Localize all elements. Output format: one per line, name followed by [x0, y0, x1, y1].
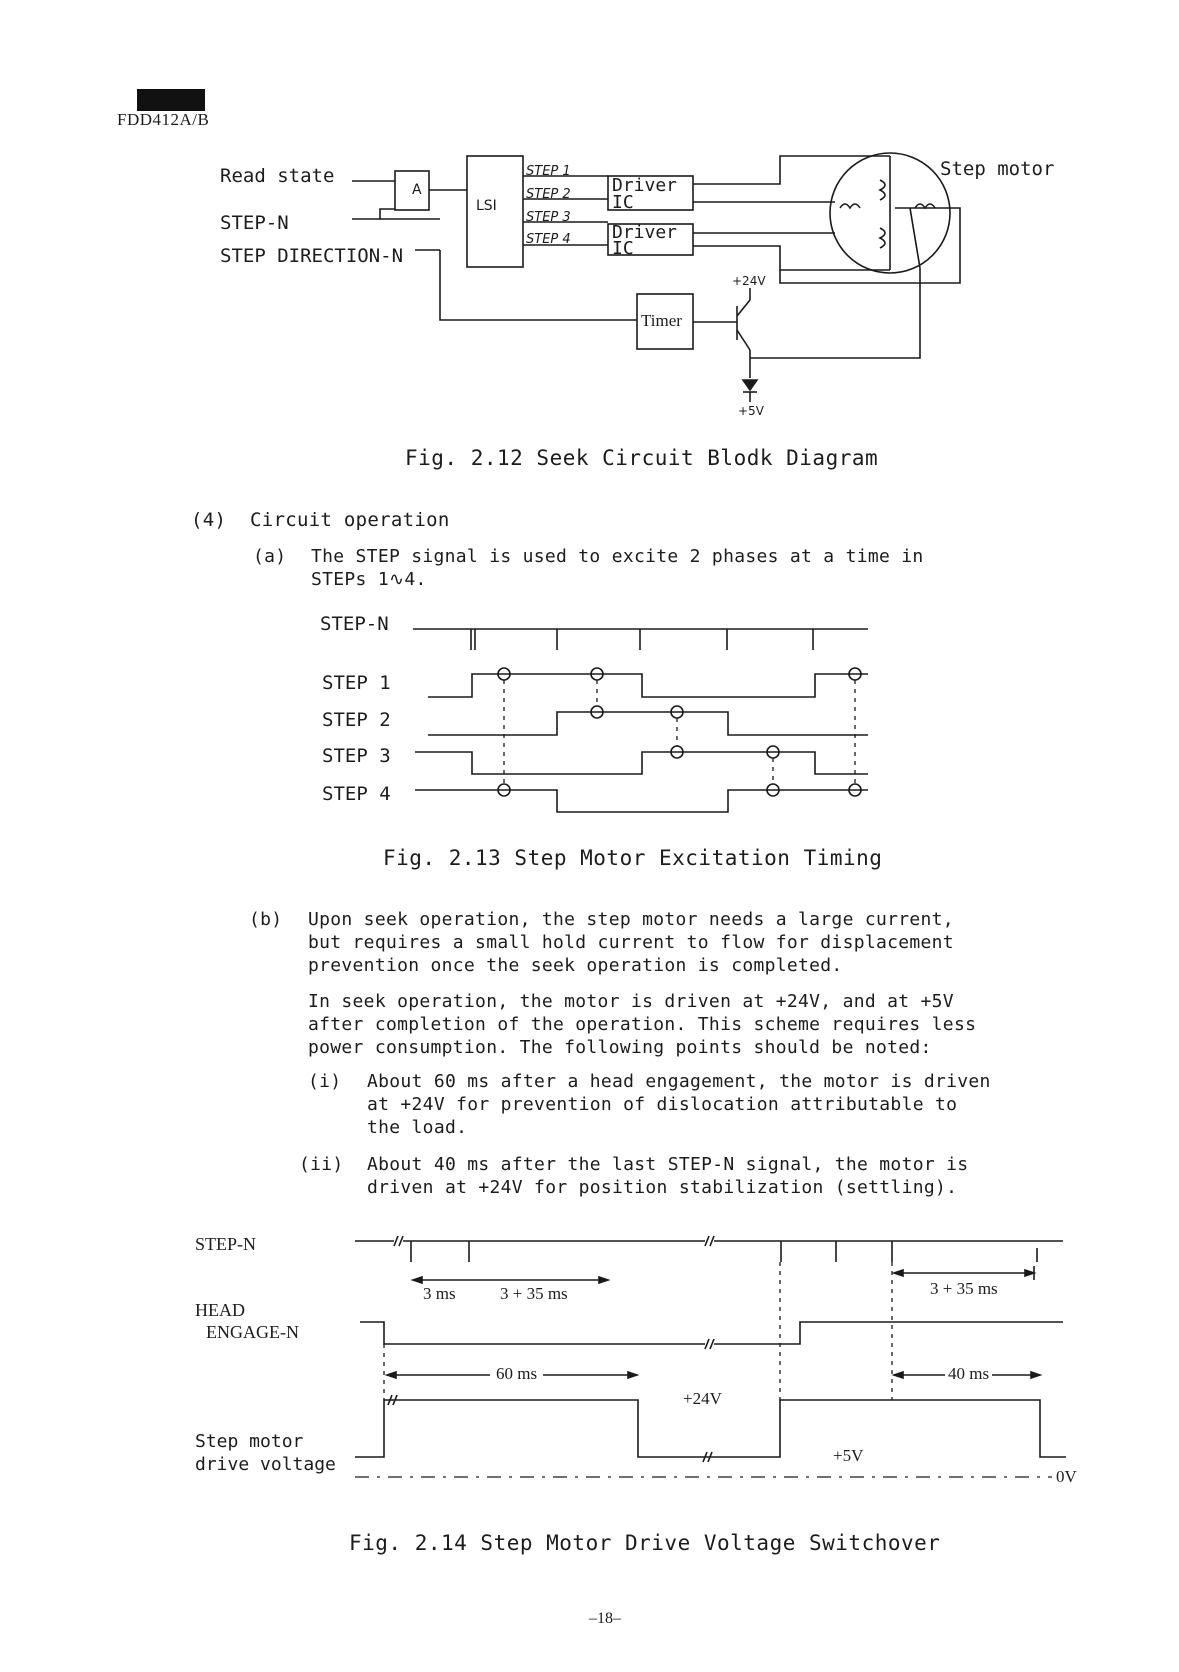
- block-a: A: [412, 182, 422, 198]
- item-a-line1: The STEP signal is used to excite 2 phases at a time in: [311, 546, 924, 567]
- item-ii-marker: (ii): [299, 1154, 344, 1175]
- driver-ic-2-line1: Driver: [612, 222, 678, 243]
- v5-label: +5V: [738, 404, 764, 418]
- fig-2-14-caption: Fig. 2.14 Step Motor Drive Voltage Switchover: [349, 1531, 941, 1555]
- item-b-p1-line2: but requires a small hold current to flow for displacement: [308, 932, 954, 953]
- label-step-n: STEP-N: [195, 1234, 257, 1254]
- section-number: (4): [191, 509, 227, 531]
- item-i-line3: the load.: [367, 1117, 468, 1138]
- item-a-line2: STEPs 1∿4.: [311, 569, 427, 590]
- timing-label-step-n: STEP-N: [320, 613, 389, 635]
- item-b-p2-line2: after completion of the operation. This scheme requires less: [308, 1014, 977, 1035]
- time-60ms: 60 ms: [490, 1364, 543, 1384]
- driver-ic-1-line2: IC: [612, 192, 634, 213]
- read-state-label: Read state: [220, 165, 335, 187]
- section-title: Circuit operation: [250, 509, 450, 531]
- volt-0v: 0V: [1056, 1467, 1077, 1486]
- item-i-marker: (i): [308, 1071, 342, 1092]
- driver-ic-2-line2: IC: [612, 238, 634, 259]
- timing-label-step-1: STEP 1: [322, 672, 391, 694]
- step-direction-label: STEP DIRECTION-N: [220, 245, 404, 267]
- volt-5v: +5V: [830, 1446, 866, 1466]
- driver-ic-1-line1: Driver: [612, 175, 678, 196]
- timing-label-step-4: STEP 4: [322, 783, 391, 805]
- item-b-p1-line3: prevention once the seek operation is completed.: [308, 955, 843, 976]
- time-3-35ms-b: 3 + 35 ms: [930, 1279, 998, 1298]
- time-3ms: 3 ms: [423, 1284, 456, 1303]
- time-40ms: 40 ms: [945, 1364, 992, 1384]
- label-head-line2: ENGAGE-N: [206, 1322, 299, 1342]
- step-n-label: STEP-N: [220, 212, 289, 234]
- item-b-p2-line3: power consumption. The following points should be noted:: [308, 1037, 932, 1058]
- step-line-3: STEP 3: [526, 210, 571, 225]
- model-number: FDD412A/B: [117, 110, 210, 129]
- time-3-35ms-a: 3 + 35 ms: [500, 1284, 568, 1303]
- item-i-line1: About 60 ms after a head engagement, the motor is driven: [367, 1071, 991, 1092]
- v24-label: +24V: [732, 274, 766, 288]
- label-drive-line1: Step motor: [195, 1431, 304, 1452]
- item-ii-line2: driven at +24V for position stabilization (settling).: [367, 1177, 958, 1198]
- fig-2-13-caption: Fig. 2.13 Step Motor Excitation Timing: [383, 846, 883, 870]
- item-a-marker: (a): [253, 546, 287, 567]
- step-line-1: STEP 1: [526, 164, 571, 179]
- fig-2-12-caption: Fig. 2.12 Seek Circuit Blodk Diagram: [405, 446, 879, 470]
- step-line-4: STEP 4: [526, 232, 571, 247]
- timer-label: Timer: [641, 311, 682, 330]
- volt-24v: +24V: [678, 1389, 727, 1409]
- step-line-2: STEP 2: [526, 187, 571, 202]
- item-b-p2-line1: In seek operation, the motor is driven at +24V, and at +5V: [308, 991, 954, 1012]
- step-motor-label: Step motor: [940, 158, 1055, 180]
- page-number: –18–: [589, 1610, 621, 1627]
- block-lsi: LSI: [476, 198, 497, 214]
- item-ii-line1: About 40 ms after the last STEP-N signal, the motor is: [367, 1154, 969, 1175]
- label-drive-line2: drive voltage: [195, 1454, 336, 1475]
- label-head-line1: HEAD: [195, 1300, 245, 1320]
- timing-label-step-2: STEP 2: [322, 709, 391, 731]
- item-b-p1-line1: Upon seek operation, the step motor needs a large current,: [308, 909, 954, 930]
- item-i-line2: at +24V for prevention of dislocation attributable to: [367, 1094, 958, 1115]
- timing-label-step-3: STEP 3: [322, 745, 391, 767]
- item-b-marker: (b): [249, 909, 283, 930]
